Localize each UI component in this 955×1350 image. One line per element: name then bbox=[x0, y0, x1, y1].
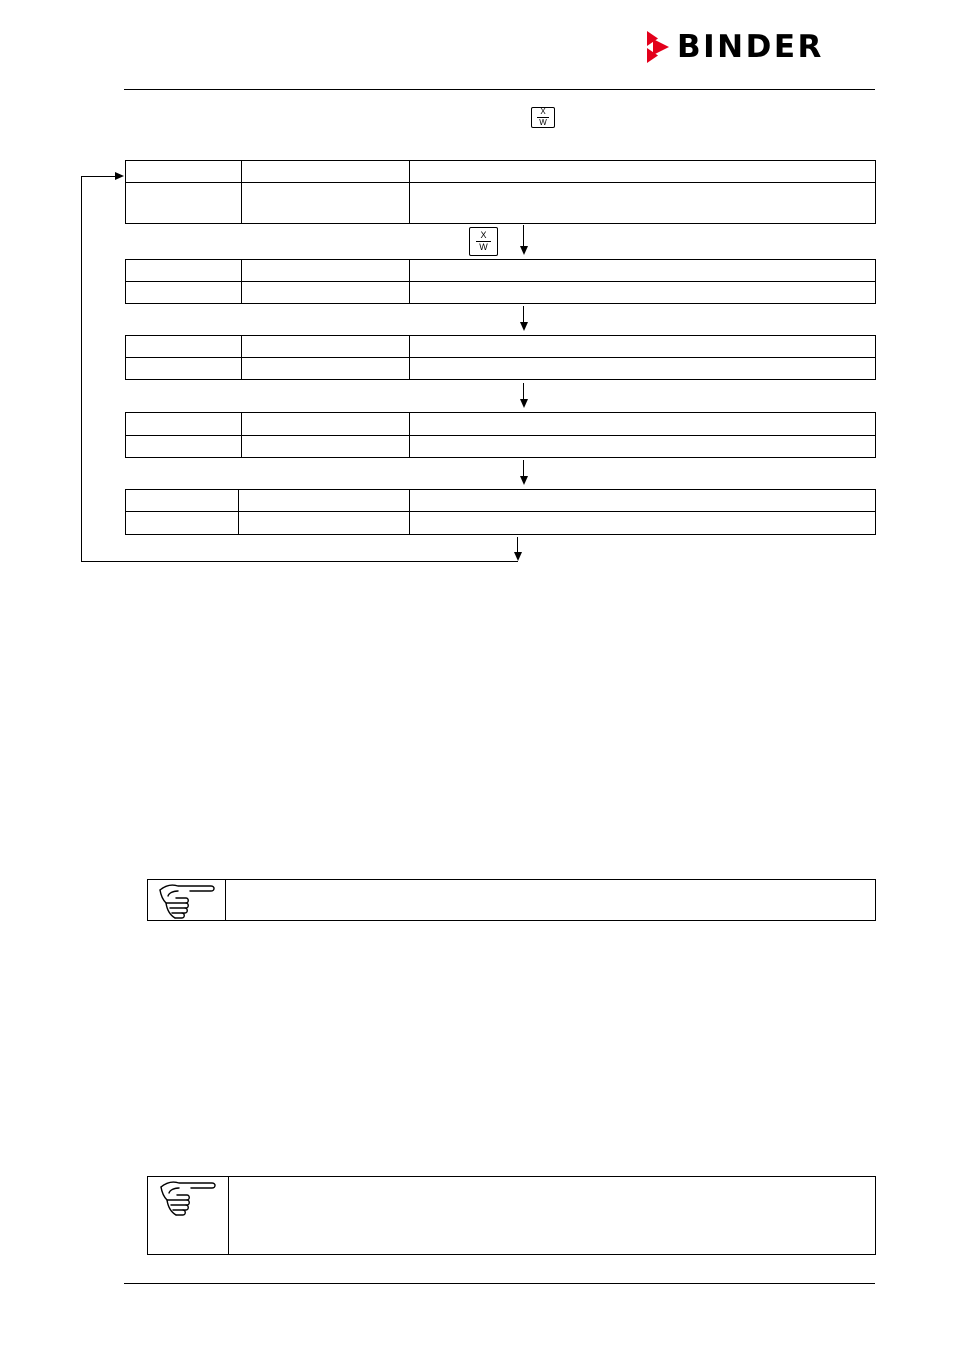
flow-line bbox=[517, 537, 518, 553]
note-text bbox=[226, 880, 875, 920]
flow-line bbox=[523, 225, 524, 247]
header-rule bbox=[124, 89, 875, 90]
note-icon-cell bbox=[148, 1177, 229, 1254]
note-box bbox=[147, 879, 876, 921]
key-bottom-glyph: W bbox=[539, 118, 547, 127]
key-top-glyph: X bbox=[540, 107, 546, 116]
flow-line bbox=[523, 383, 524, 400]
arrow-down-icon bbox=[520, 399, 528, 408]
arrow-down-icon bbox=[520, 322, 528, 331]
return-line-bottom bbox=[81, 561, 518, 562]
table-row bbox=[126, 436, 876, 458]
table-row bbox=[126, 183, 876, 224]
table-row bbox=[126, 282, 876, 304]
flow-table-2 bbox=[125, 259, 876, 304]
set-key-icon bbox=[469, 227, 498, 256]
table-row bbox=[126, 413, 876, 436]
table-row bbox=[126, 490, 876, 512]
set-key-icon bbox=[531, 107, 555, 128]
note-text bbox=[229, 1177, 875, 1254]
note-box bbox=[147, 1176, 876, 1255]
note-icon-cell bbox=[148, 880, 226, 920]
footer-rule bbox=[124, 1283, 875, 1284]
key-top-glyph: X bbox=[480, 230, 487, 240]
brand-name: BINDER bbox=[677, 29, 824, 65]
flow-table-1 bbox=[125, 160, 876, 224]
pointing-hand-icon bbox=[157, 1179, 219, 1217]
table-row bbox=[126, 358, 876, 380]
flow-line bbox=[523, 306, 524, 323]
flow-line bbox=[523, 460, 524, 477]
table-row bbox=[126, 161, 876, 183]
arrow-down-icon bbox=[520, 246, 528, 255]
table-row bbox=[126, 260, 876, 282]
table-row bbox=[126, 512, 876, 535]
return-line-top bbox=[81, 176, 116, 177]
binder-chevron-logo-icon bbox=[645, 30, 671, 64]
arrow-right-icon bbox=[115, 172, 124, 180]
table-row bbox=[126, 336, 876, 358]
flow-table-3 bbox=[125, 335, 876, 380]
arrow-down-icon bbox=[514, 552, 522, 561]
flow-table-5 bbox=[125, 489, 876, 535]
flow-table-4 bbox=[125, 412, 876, 458]
arrow-down-icon bbox=[520, 476, 528, 485]
pointing-hand-icon bbox=[156, 882, 218, 920]
return-line-left bbox=[81, 176, 82, 562]
binder-logo bbox=[645, 30, 824, 64]
key-bottom-glyph: W bbox=[479, 242, 488, 252]
